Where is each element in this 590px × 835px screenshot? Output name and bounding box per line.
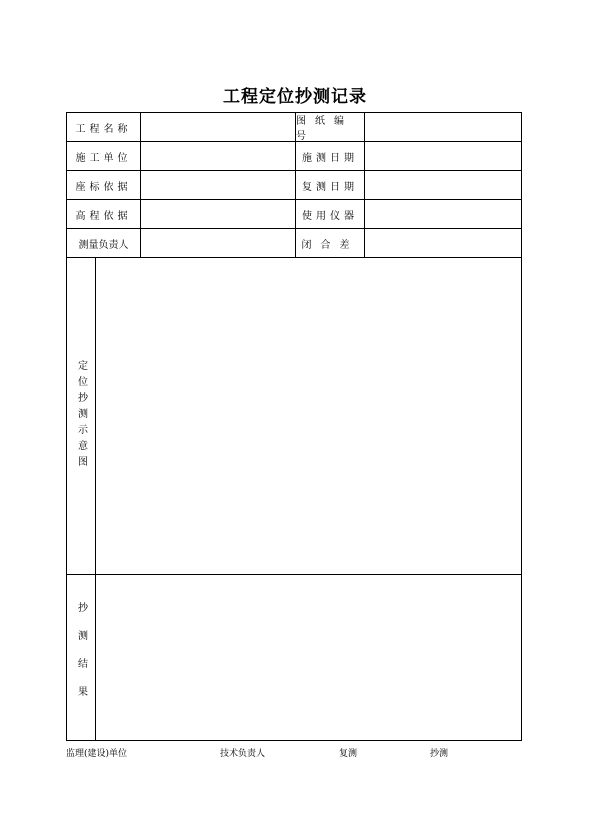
result-section — [67, 575, 521, 740]
row-construction-unit — [67, 142, 521, 171]
closure-error-field[interactable] — [365, 229, 521, 257]
coordinate-basis-field[interactable] — [141, 171, 296, 199]
row-elevation-basis — [67, 200, 521, 229]
tech-lead-label: 技术负责人 — [220, 749, 266, 759]
recheck-date-field[interactable] — [365, 171, 521, 199]
elevation-basis-field[interactable] — [141, 200, 296, 228]
project-name-field[interactable] — [141, 113, 296, 141]
result-label: 抄测结果 — [75, 601, 87, 714]
sketch-label-cell — [67, 258, 96, 574]
survey-lead-field[interactable] — [141, 229, 296, 257]
row-project-name — [67, 113, 521, 142]
form-title: 工程定位抄测记录 — [223, 87, 367, 107]
survey-date-label: 施测日期 — [296, 142, 365, 170]
construction-unit-label: 施工单位 — [67, 142, 141, 170]
result-label-cell — [67, 575, 96, 740]
survey-label: 抄测 — [430, 749, 449, 759]
drawing-number-label: 图纸编号 — [296, 113, 365, 141]
survey-date-field[interactable] — [365, 142, 521, 170]
survey-lead-label: 测量负责人 — [67, 229, 141, 257]
signature-footer — [0, 746, 590, 760]
coordinate-basis-label: 座标依据 — [67, 171, 141, 199]
recheck-label: 复测 — [339, 749, 358, 759]
drawing-number-field[interactable] — [365, 113, 521, 141]
instrument-field[interactable] — [365, 200, 521, 228]
sketch-label: 定位抄测示意图 — [75, 360, 87, 472]
supervisor-unit-label: 监理(建设)单位 — [66, 749, 128, 759]
row-survey-lead — [67, 229, 521, 258]
result-area[interactable] — [96, 575, 521, 740]
row-coordinate-basis — [67, 171, 521, 200]
sketch-area[interactable] — [96, 258, 521, 574]
survey-record-form — [66, 112, 522, 741]
project-name-label: 工程名称 — [67, 113, 141, 141]
instrument-label: 使用仪器 — [296, 200, 365, 228]
closure-error-label: 闭合差 — [296, 229, 365, 257]
elevation-basis-label: 高程依据 — [67, 200, 141, 228]
construction-unit-field[interactable] — [141, 142, 296, 170]
sketch-section — [67, 258, 521, 575]
recheck-date-label: 复测日期 — [296, 171, 365, 199]
